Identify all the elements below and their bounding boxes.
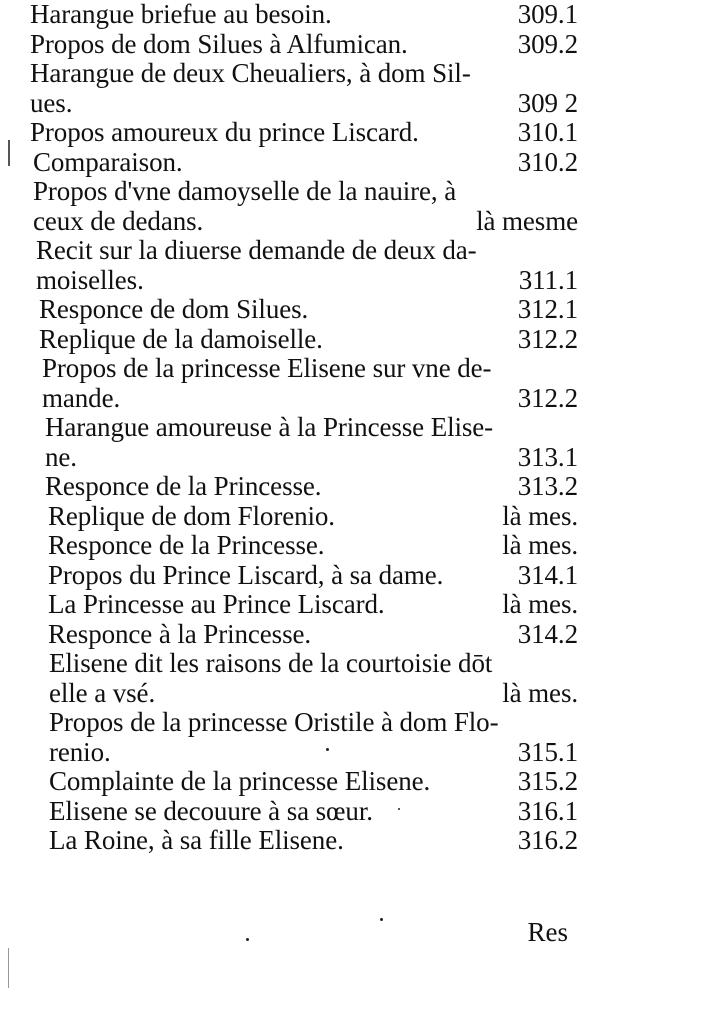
entry-page: 313.2 — [517, 472, 578, 501]
entry-title: Propos d'vne damoyselle de la nauire, à — [33, 177, 457, 206]
margin-mark — [8, 140, 10, 166]
entry-page: 310.2 — [517, 147, 578, 177]
entry-title: Elisene se decouure à sa sœur. — [49, 796, 373, 826]
entry-title: moiselles. — [36, 265, 144, 295]
entry-page: là mes. — [502, 531, 578, 560]
toc-entry-continuation — [30, 443, 578, 473]
entry-title: Responce de la Princesse. — [45, 472, 322, 501]
toc-entry — [30, 502, 578, 532]
toc-entry — [30, 797, 578, 827]
toc-entry — [30, 561, 578, 591]
entry-page: 312.2 — [517, 383, 578, 413]
toc-entry — [30, 30, 578, 60]
entry-title: Replique de dom Florenio. — [48, 501, 335, 531]
entry-title: elle a vsé. — [49, 678, 156, 708]
entry-page: 309.1 — [517, 0, 578, 29]
toc-entry — [30, 177, 578, 207]
entry-title: Harangue briefue au besoin. — [30, 0, 332, 29]
toc-entry-continuation — [30, 207, 578, 237]
entry-page: 312.2 — [517, 324, 578, 354]
entry-page: là mesme — [476, 206, 578, 236]
entry-title: Propos de la princesse Elisene sur vne de- — [42, 354, 492, 383]
toc-entry — [30, 649, 578, 679]
toc-entry — [30, 354, 578, 384]
toc-entry-continuation — [30, 738, 578, 768]
entry-page: 312.1 — [517, 295, 578, 324]
entry-page: 314.1 — [517, 560, 578, 590]
toc-entry — [30, 413, 578, 443]
entry-title: La Roine, à sa fille Elisene. — [49, 826, 344, 855]
entry-title: Responce de la Princesse. — [48, 531, 325, 560]
entry-page: 315.1 — [517, 737, 578, 767]
entry-title: Propos amoureux du prince Liscard. — [30, 118, 419, 147]
entry-page: 311.1 — [518, 265, 578, 295]
toc-entry-continuation — [30, 384, 578, 414]
ink-speck — [380, 918, 383, 921]
entry-page: 313.1 — [517, 442, 578, 472]
entry-page: 316.1 — [517, 796, 578, 826]
catchword: Res — [527, 917, 568, 947]
toc-entry-continuation — [30, 266, 578, 296]
entry-title: renio. — [49, 737, 111, 767]
entry-page: là mes. — [502, 590, 578, 619]
entry-title: ceux de dedans. — [33, 206, 204, 236]
toc-entry-continuation — [30, 679, 578, 709]
entry-page: 309 2 — [517, 88, 578, 118]
toc-entry — [30, 148, 578, 178]
entry-title: Responce à la Princesse. — [48, 619, 312, 649]
toc-entry — [30, 118, 578, 148]
entry-title: Replique de la damoiselle. — [39, 324, 323, 354]
entry-title: Harangue de deux Cheualiers, à dom Sil- — [30, 59, 471, 88]
entry-page: là mes. — [502, 501, 578, 531]
entry-title: mande. — [42, 383, 121, 413]
entry-title: Propos du Prince Liscard, à sa dame. — [48, 560, 444, 590]
margin-mark — [8, 948, 9, 988]
entry-title: Propos de dom Silues à Alfumican. — [30, 29, 408, 59]
toc-entry — [30, 620, 578, 650]
toc-entry — [30, 708, 578, 738]
entry-title: Complainte de la princesse Elisene. — [49, 767, 431, 796]
entry-page: 310.1 — [517, 118, 578, 147]
toc-entry-continuation — [30, 89, 578, 119]
toc-entry — [30, 472, 578, 502]
entry-page: 316.2 — [517, 826, 578, 855]
table-of-contents — [30, 0, 578, 856]
toc-entry — [30, 531, 578, 561]
entry-page: 314.2 — [517, 619, 578, 649]
toc-entry — [30, 236, 578, 266]
entry-title: Recit sur la diuerse demande de deux da- — [36, 236, 477, 265]
entry-title: Harangue amoureuse à la Princesse Elise- — [45, 413, 494, 442]
ink-speck — [326, 748, 329, 751]
toc-entry — [30, 59, 578, 89]
entry-title: Comparaison. — [33, 147, 183, 177]
toc-entry — [30, 325, 578, 355]
ink-speck — [246, 938, 249, 941]
entry-page: là mes. — [502, 678, 578, 708]
entry-title: Propos de la princesse Oristile à dom Flo- — [49, 708, 499, 737]
entry-page: 315.2 — [517, 767, 578, 796]
toc-entry — [30, 767, 578, 797]
toc-entry — [30, 295, 578, 325]
toc-entry — [30, 0, 578, 30]
entry-title: Responce de dom Silues. — [39, 295, 309, 324]
ink-speck — [398, 808, 400, 810]
entry-title: La Princesse au Prince Liscard. — [48, 590, 385, 619]
entry-title: ues. — [30, 88, 73, 118]
toc-entry — [30, 590, 578, 620]
entry-title: ne. — [45, 442, 77, 472]
toc-entry — [30, 826, 578, 856]
entry-page: 309.2 — [517, 29, 578, 59]
entry-title: Elisene dit les raisons de la courtoisie dōt — [49, 649, 493, 678]
